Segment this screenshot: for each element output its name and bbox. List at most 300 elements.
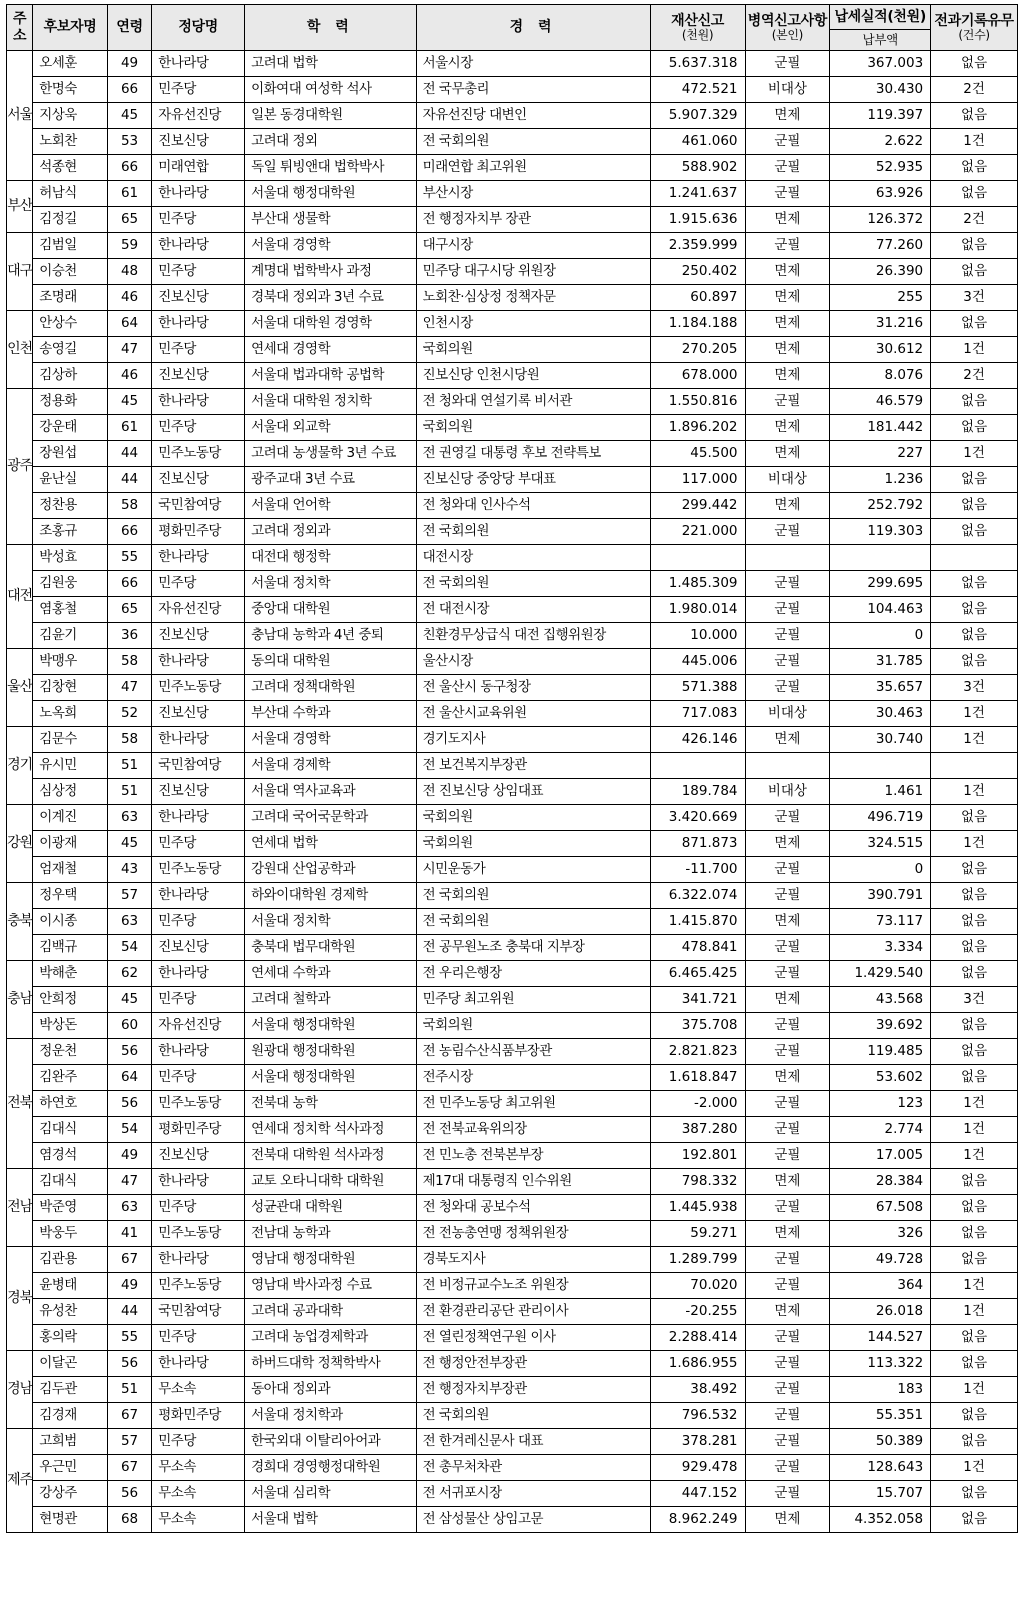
table-row bbox=[7, 1143, 1018, 1169]
cell-career: 전 전북교육위의장 bbox=[416, 1117, 650, 1143]
cell-military: 비대상 bbox=[745, 701, 830, 727]
cell-crime: 2건 bbox=[931, 77, 1018, 103]
cell-age: 44 bbox=[107, 1299, 151, 1325]
cell-name: 이승천 bbox=[33, 259, 108, 285]
cell-education: 영남대 행정대학원 bbox=[245, 1247, 417, 1273]
cell-asset: 6.465.425 bbox=[650, 961, 745, 987]
table-row bbox=[7, 259, 1018, 285]
cell-crime: 없음 bbox=[931, 1403, 1018, 1429]
cell-party: 한나라당 bbox=[152, 1169, 245, 1195]
table-row bbox=[7, 987, 1018, 1013]
cell-tax: 39.692 bbox=[830, 1013, 931, 1039]
table-row bbox=[7, 1273, 1018, 1299]
region-cell bbox=[7, 727, 33, 805]
cell-crime: 1건 bbox=[931, 831, 1018, 857]
cell-age: 51 bbox=[107, 779, 151, 805]
cell-age: 48 bbox=[107, 259, 151, 285]
cell-name: 하연호 bbox=[33, 1091, 108, 1117]
cell-name: 정찬용 bbox=[33, 493, 108, 519]
cell-tax: 30.463 bbox=[830, 701, 931, 727]
cell-crime: 없음 bbox=[931, 259, 1018, 285]
cell-asset bbox=[650, 545, 745, 571]
cell-education: 한국외대 이탈리아어과 bbox=[245, 1429, 417, 1455]
header-tax-paid: 납부액 bbox=[830, 30, 931, 51]
cell-crime bbox=[931, 545, 1018, 571]
cell-crime: 없음 bbox=[931, 649, 1018, 675]
cell-party: 민주노동당 bbox=[152, 1091, 245, 1117]
cell-tax: 2.774 bbox=[830, 1117, 931, 1143]
cell-age: 57 bbox=[107, 1429, 151, 1455]
cell-military bbox=[745, 545, 830, 571]
region-cell bbox=[7, 1247, 33, 1351]
cell-crime: 없음 bbox=[931, 493, 1018, 519]
cell-tax: 119.303 bbox=[830, 519, 931, 545]
cell-tax: 390.791 bbox=[830, 883, 931, 909]
cell-military: 군필 bbox=[745, 1403, 830, 1429]
cell-name: 심상정 bbox=[33, 779, 108, 805]
cell-education: 영남대 박사과정 수료 bbox=[245, 1273, 417, 1299]
cell-career: 국회의원 bbox=[416, 415, 650, 441]
cell-tax: 30.430 bbox=[830, 77, 931, 103]
cell-education: 광주교대 3년 수료 bbox=[245, 467, 417, 493]
cell-party: 민주당 bbox=[152, 909, 245, 935]
cell-party: 진보신당 bbox=[152, 779, 245, 805]
cell-career: 전 대전시장 bbox=[416, 597, 650, 623]
cell-crime: 없음 bbox=[931, 1481, 1018, 1507]
cell-tax: 26.390 bbox=[830, 259, 931, 285]
cell-age: 45 bbox=[107, 987, 151, 1013]
cell-party: 민주당 bbox=[152, 1429, 245, 1455]
cell-party: 무소속 bbox=[152, 1455, 245, 1481]
cell-military: 군필 bbox=[745, 1273, 830, 1299]
cell-age: 47 bbox=[107, 337, 151, 363]
cell-career: 전 보건복지부장관 bbox=[416, 753, 650, 779]
cell-age: 54 bbox=[107, 1117, 151, 1143]
cell-tax bbox=[830, 545, 931, 571]
cell-asset: 871.873 bbox=[650, 831, 745, 857]
cell-tax: 144.527 bbox=[830, 1325, 931, 1351]
cell-age: 57 bbox=[107, 883, 151, 909]
cell-education: 동아대 정외과 bbox=[245, 1377, 417, 1403]
cell-name: 오세훈 bbox=[33, 51, 108, 77]
cell-tax: 46.579 bbox=[830, 389, 931, 415]
region-cell bbox=[7, 311, 33, 389]
cell-age: 56 bbox=[107, 1039, 151, 1065]
cell-party: 진보신당 bbox=[152, 935, 245, 961]
cell-career: 전 청와대 인사수석 bbox=[416, 493, 650, 519]
cell-party: 평화민주당 bbox=[152, 519, 245, 545]
table-row bbox=[7, 623, 1018, 649]
region-cell bbox=[7, 1169, 33, 1247]
cell-asset: 1.686.955 bbox=[650, 1351, 745, 1377]
cell-education: 대전대 행정학 bbox=[245, 545, 417, 571]
cell-education: 경희대 경영행정대학원 bbox=[245, 1455, 417, 1481]
cell-crime: 3건 bbox=[931, 285, 1018, 311]
cell-military: 군필 bbox=[745, 1351, 830, 1377]
cell-education: 이화여대 여성학 석사 bbox=[245, 77, 417, 103]
cell-military: 군필 bbox=[745, 1325, 830, 1351]
cell-education: 하와이대학원 경제학 bbox=[245, 883, 417, 909]
cell-crime: 1건 bbox=[931, 779, 1018, 805]
cell-military: 비대상 bbox=[745, 467, 830, 493]
cell-military: 면제 bbox=[745, 727, 830, 753]
cell-education: 중앙대 대학원 bbox=[245, 597, 417, 623]
cell-party: 민주당 bbox=[152, 831, 245, 857]
cell-education: 교토 오타니대학 대학원 bbox=[245, 1169, 417, 1195]
table-row bbox=[7, 571, 1018, 597]
cell-age: 61 bbox=[107, 181, 151, 207]
cell-name: 김창현 bbox=[33, 675, 108, 701]
cell-career: 전 우리은행장 bbox=[416, 961, 650, 987]
table-row bbox=[7, 1221, 1018, 1247]
cell-name: 노회찬 bbox=[33, 129, 108, 155]
cell-name: 안상수 bbox=[33, 311, 108, 337]
cell-tax: 17.005 bbox=[830, 1143, 931, 1169]
cell-career: 전 한겨레신문사 대표 bbox=[416, 1429, 650, 1455]
cell-career: 전 국회의원 bbox=[416, 571, 650, 597]
cell-name: 김정길 bbox=[33, 207, 108, 233]
cell-asset: 387.280 bbox=[650, 1117, 745, 1143]
cell-party: 국민참여당 bbox=[152, 753, 245, 779]
cell-career: 미래연합 최고위원 bbox=[416, 155, 650, 181]
cell-name: 노옥희 bbox=[33, 701, 108, 727]
cell-name: 박성효 bbox=[33, 545, 108, 571]
cell-age: 55 bbox=[107, 1325, 151, 1351]
table-row bbox=[7, 753, 1018, 779]
cell-military: 면제 bbox=[745, 1507, 830, 1533]
table-row bbox=[7, 1039, 1018, 1065]
cell-career: 진보신당 중앙당 부대표 bbox=[416, 467, 650, 493]
cell-asset: 45.500 bbox=[650, 441, 745, 467]
cell-asset: 796.532 bbox=[650, 1403, 745, 1429]
region-cell bbox=[7, 1429, 33, 1533]
table-row bbox=[7, 831, 1018, 857]
cell-name: 박상돈 bbox=[33, 1013, 108, 1039]
cell-asset: 447.152 bbox=[650, 1481, 745, 1507]
table-row bbox=[7, 1091, 1018, 1117]
cell-name: 이계진 bbox=[33, 805, 108, 831]
cell-career: 국회의원 bbox=[416, 337, 650, 363]
cell-age: 52 bbox=[107, 701, 151, 727]
table-row bbox=[7, 1403, 1018, 1429]
cell-crime: 3건 bbox=[931, 987, 1018, 1013]
cell-party: 한나라당 bbox=[152, 545, 245, 571]
table-row bbox=[7, 415, 1018, 441]
cell-asset: 59.271 bbox=[650, 1221, 745, 1247]
cell-asset: 1.485.309 bbox=[650, 571, 745, 597]
table-header bbox=[7, 5, 1018, 51]
cell-asset: 1.415.870 bbox=[650, 909, 745, 935]
cell-name: 김원웅 bbox=[33, 571, 108, 597]
cell-career: 전 전농총연맹 정책위원장 bbox=[416, 1221, 650, 1247]
cell-asset: 250.402 bbox=[650, 259, 745, 285]
cell-tax: 126.372 bbox=[830, 207, 931, 233]
cell-party: 민주당 bbox=[152, 1065, 245, 1091]
cell-age: 56 bbox=[107, 1481, 151, 1507]
cell-crime: 없음 bbox=[931, 1221, 1018, 1247]
cell-asset: 38.492 bbox=[650, 1377, 745, 1403]
cell-career: 민주당 대구시당 위원장 bbox=[416, 259, 650, 285]
cell-age: 45 bbox=[107, 103, 151, 129]
cell-crime: 없음 bbox=[931, 1039, 1018, 1065]
table-row bbox=[7, 1247, 1018, 1273]
cell-age: 66 bbox=[107, 77, 151, 103]
cell-tax: 73.117 bbox=[830, 909, 931, 935]
cell-career: 전 청와대 연설기록 비서관 bbox=[416, 389, 650, 415]
cell-asset: 375.708 bbox=[650, 1013, 745, 1039]
cell-education: 서울대 법과대학 공법학 bbox=[245, 363, 417, 389]
cell-military: 군필 bbox=[745, 571, 830, 597]
cell-career: 전 진보신당 상임대표 bbox=[416, 779, 650, 805]
cell-crime: 없음 bbox=[931, 909, 1018, 935]
cell-career: 시민운동가 bbox=[416, 857, 650, 883]
cell-tax: 50.389 bbox=[830, 1429, 931, 1455]
cell-career: 전 국회의원 bbox=[416, 883, 650, 909]
table-row bbox=[7, 935, 1018, 961]
cell-military: 군필 bbox=[745, 519, 830, 545]
cell-asset: 1.915.636 bbox=[650, 207, 745, 233]
cell-party: 한나라당 bbox=[152, 1039, 245, 1065]
cell-name: 염홍철 bbox=[33, 597, 108, 623]
table-row bbox=[7, 857, 1018, 883]
cell-crime: 1건 bbox=[931, 1455, 1018, 1481]
cell-crime: 없음 bbox=[931, 805, 1018, 831]
region-label: 대구 bbox=[7, 263, 33, 280]
cell-age: 66 bbox=[107, 155, 151, 181]
cell-tax: 30.612 bbox=[830, 337, 931, 363]
cell-crime: 1건 bbox=[931, 727, 1018, 753]
cell-age: 56 bbox=[107, 1351, 151, 1377]
region-label: 경기 bbox=[7, 757, 33, 774]
cell-career: 전 권영길 대통령 후보 전략특보 bbox=[416, 441, 650, 467]
cell-age: 43 bbox=[107, 857, 151, 883]
table-row bbox=[7, 649, 1018, 675]
cell-asset: 426.146 bbox=[650, 727, 745, 753]
cell-career: 전 공무원노조 충북대 지부장 bbox=[416, 935, 650, 961]
cell-career: 인천시장 bbox=[416, 311, 650, 337]
region-label: 충남 bbox=[7, 991, 33, 1008]
cell-education: 계명대 법학박사 과정 bbox=[245, 259, 417, 285]
cell-education: 전북대 농학 bbox=[245, 1091, 417, 1117]
cell-name: 김관용 bbox=[33, 1247, 108, 1273]
cell-military: 면제 bbox=[745, 363, 830, 389]
cell-tax: 255 bbox=[830, 285, 931, 311]
cell-military: 군필 bbox=[745, 857, 830, 883]
cell-education: 동의대 대학원 bbox=[245, 649, 417, 675]
cell-education: 원광대 행정대학원 bbox=[245, 1039, 417, 1065]
table-row bbox=[7, 883, 1018, 909]
cell-name: 송영길 bbox=[33, 337, 108, 363]
table-row bbox=[7, 909, 1018, 935]
cell-asset: 2.359.999 bbox=[650, 233, 745, 259]
cell-asset: 299.442 bbox=[650, 493, 745, 519]
cell-name: 허남식 bbox=[33, 181, 108, 207]
cell-party: 한나라당 bbox=[152, 805, 245, 831]
cell-tax: 299.695 bbox=[830, 571, 931, 597]
cell-military: 면제 bbox=[745, 285, 830, 311]
cell-party: 국민참여당 bbox=[152, 493, 245, 519]
cell-military: 군필 bbox=[745, 597, 830, 623]
cell-name: 석종현 bbox=[33, 155, 108, 181]
table-body bbox=[7, 51, 1018, 1533]
cell-party: 진보신당 bbox=[152, 363, 245, 389]
cell-age: 58 bbox=[107, 727, 151, 753]
cell-education: 서울대 대학원 정치학 bbox=[245, 389, 417, 415]
cell-career: 전 민노총 전북본부장 bbox=[416, 1143, 650, 1169]
cell-crime: 1건 bbox=[931, 1091, 1018, 1117]
cell-crime: 2건 bbox=[931, 363, 1018, 389]
table-row bbox=[7, 103, 1018, 129]
cell-tax: 8.076 bbox=[830, 363, 931, 389]
cell-party: 한나라당 bbox=[152, 1247, 245, 1273]
header-tax: 납세실적(천원) bbox=[830, 5, 931, 30]
cell-crime: 1건 bbox=[931, 1117, 1018, 1143]
cell-career: 전 비정규교수노조 위원장 bbox=[416, 1273, 650, 1299]
cell-military: 군필 bbox=[745, 155, 830, 181]
region-label: 울산 bbox=[7, 679, 33, 696]
cell-age: 56 bbox=[107, 1091, 151, 1117]
cell-name: 김대식 bbox=[33, 1169, 108, 1195]
header-asset-unit: (천원) bbox=[681, 27, 714, 42]
cell-education: 연세대 법학 bbox=[245, 831, 417, 857]
cell-asset: 2.288.414 bbox=[650, 1325, 745, 1351]
cell-asset: 341.721 bbox=[650, 987, 745, 1013]
table-row bbox=[7, 1065, 1018, 1091]
cell-asset: 189.784 bbox=[650, 779, 745, 805]
cell-name: 이시종 bbox=[33, 909, 108, 935]
header-education: 학 력 bbox=[245, 5, 417, 51]
table-row bbox=[7, 155, 1018, 181]
cell-education: 충북대 법무대학원 bbox=[245, 935, 417, 961]
region-label: 충북 bbox=[7, 913, 33, 930]
cell-asset: 1.980.014 bbox=[650, 597, 745, 623]
cell-name: 우근민 bbox=[33, 1455, 108, 1481]
cell-education: 서울대 경제학 bbox=[245, 753, 417, 779]
cell-crime: 없음 bbox=[931, 311, 1018, 337]
table-row bbox=[7, 1169, 1018, 1195]
cell-education: 부산대 수학과 bbox=[245, 701, 417, 727]
cell-age: 63 bbox=[107, 909, 151, 935]
header-military bbox=[745, 5, 830, 51]
candidates-table bbox=[6, 4, 1018, 1533]
cell-military: 면제 bbox=[745, 1065, 830, 1091]
cell-crime: 없음 bbox=[931, 389, 1018, 415]
cell-tax: 496.719 bbox=[830, 805, 931, 831]
cell-name: 고희범 bbox=[33, 1429, 108, 1455]
region-label: 전남 bbox=[7, 1199, 33, 1216]
cell-crime: 없음 bbox=[931, 1065, 1018, 1091]
cell-tax: 1.236 bbox=[830, 467, 931, 493]
cell-tax: 53.602 bbox=[830, 1065, 931, 1091]
region-label: 부산 bbox=[7, 198, 33, 215]
table-row bbox=[7, 207, 1018, 233]
cell-crime: 없음 bbox=[931, 155, 1018, 181]
cell-name: 윤병태 bbox=[33, 1273, 108, 1299]
cell-name: 현명관 bbox=[33, 1507, 108, 1533]
cell-career: 친환경무상급식 대전 집행위원장 bbox=[416, 623, 650, 649]
region-cell bbox=[7, 649, 33, 727]
cell-career: 전 행정안전부장관 bbox=[416, 1351, 650, 1377]
cell-career: 전 행정자치부 장관 bbox=[416, 207, 650, 233]
cell-name: 김두관 bbox=[33, 1377, 108, 1403]
cell-crime: 없음 bbox=[931, 1325, 1018, 1351]
cell-party: 무소속 bbox=[152, 1507, 245, 1533]
table-row bbox=[7, 493, 1018, 519]
table-row bbox=[7, 51, 1018, 77]
cell-name: 박준영 bbox=[33, 1195, 108, 1221]
cell-party: 민주당 bbox=[152, 987, 245, 1013]
cell-party: 한나라당 bbox=[152, 649, 245, 675]
cell-party: 민주노동당 bbox=[152, 675, 245, 701]
cell-education: 전북대 대학원 석사과정 bbox=[245, 1143, 417, 1169]
cell-age: 46 bbox=[107, 285, 151, 311]
cell-name: 조홍규 bbox=[33, 519, 108, 545]
table-row bbox=[7, 1455, 1018, 1481]
cell-crime: 1건 bbox=[931, 1143, 1018, 1169]
header-military-main: 병역신고사항 bbox=[747, 12, 828, 29]
cell-age: 36 bbox=[107, 623, 151, 649]
cell-crime: 없음 bbox=[931, 857, 1018, 883]
cell-tax: 113.322 bbox=[830, 1351, 931, 1377]
cell-career: 전 서귀포시장 bbox=[416, 1481, 650, 1507]
cell-age: 60 bbox=[107, 1013, 151, 1039]
cell-crime: 없음 bbox=[931, 571, 1018, 597]
cell-education: 경북대 정외과 3년 수료 bbox=[245, 285, 417, 311]
cell-military: 비대상 bbox=[745, 77, 830, 103]
cell-career: 국회의원 bbox=[416, 805, 650, 831]
cell-asset: 472.521 bbox=[650, 77, 745, 103]
cell-name: 김백규 bbox=[33, 935, 108, 961]
region-label: 서울 bbox=[7, 107, 33, 124]
cell-crime: 없음 bbox=[931, 233, 1018, 259]
header-region: 주소 bbox=[7, 5, 33, 51]
cell-party: 한나라당 bbox=[152, 181, 245, 207]
cell-tax: 367.003 bbox=[830, 51, 931, 77]
cell-career: 전 국회의원 bbox=[416, 519, 650, 545]
cell-crime: 없음 bbox=[931, 467, 1018, 493]
cell-age: 59 bbox=[107, 233, 151, 259]
cell-education: 연세대 정치학 석사과정 bbox=[245, 1117, 417, 1143]
cell-age: 62 bbox=[107, 961, 151, 987]
cell-tax: 67.508 bbox=[830, 1195, 931, 1221]
cell-asset: 1.289.799 bbox=[650, 1247, 745, 1273]
cell-age: 49 bbox=[107, 1273, 151, 1299]
cell-education: 서울대 행정대학원 bbox=[245, 181, 417, 207]
cell-age: 44 bbox=[107, 467, 151, 493]
cell-age: 41 bbox=[107, 1221, 151, 1247]
cell-name: 홍의락 bbox=[33, 1325, 108, 1351]
cell-asset: 5.637.318 bbox=[650, 51, 745, 77]
cell-career: 전 열린정책연구원 이사 bbox=[416, 1325, 650, 1351]
region-cell bbox=[7, 233, 33, 311]
cell-party: 진보신당 bbox=[152, 129, 245, 155]
cell-age: 67 bbox=[107, 1403, 151, 1429]
cell-tax: 181.442 bbox=[830, 415, 931, 441]
cell-name: 유성찬 bbox=[33, 1299, 108, 1325]
cell-tax: 31.216 bbox=[830, 311, 931, 337]
cell-asset: 1.184.188 bbox=[650, 311, 745, 337]
cell-asset: 929.478 bbox=[650, 1455, 745, 1481]
cell-career: 부산시장 bbox=[416, 181, 650, 207]
cell-age: 65 bbox=[107, 207, 151, 233]
cell-education: 서울대 법학 bbox=[245, 1507, 417, 1533]
cell-party: 한나라당 bbox=[152, 233, 245, 259]
header-asset bbox=[650, 5, 745, 51]
cell-name: 김대식 bbox=[33, 1117, 108, 1143]
cell-party: 민주당 bbox=[152, 77, 245, 103]
cell-education: 서울대 역사교육과 bbox=[245, 779, 417, 805]
cell-education: 부산대 생물학 bbox=[245, 207, 417, 233]
